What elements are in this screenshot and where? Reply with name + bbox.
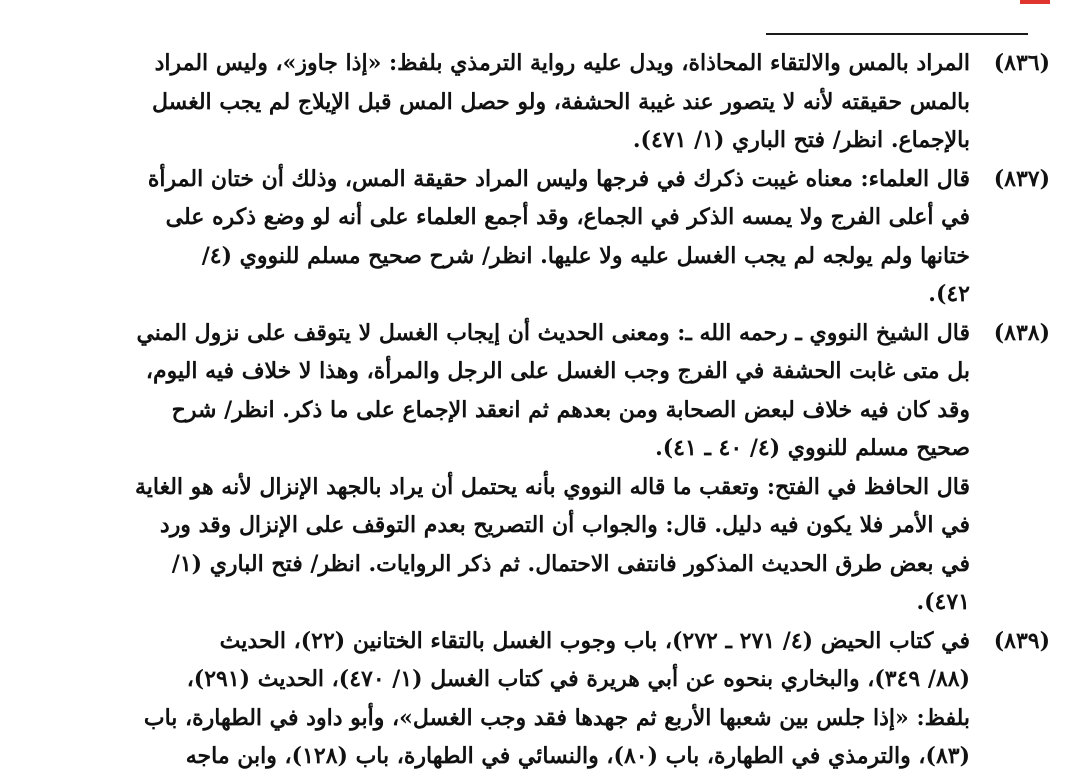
text-line: قال الشيخ النووي ـ رحمه الله ـ: ومعنى الحديث أن إيجاب الغسل لا يتوقف على نزول المني [136,319,970,346]
footnote-text [60,622,970,776]
footnote-text [60,160,970,314]
text-line: قال العلماء: معناه غيبت ذكرك في فرجها وليس المراد حقيقة المس، وذلك أن ختان المرأة [147,165,970,192]
page-corner-mark [1020,0,1050,4]
footnote-text [60,314,970,468]
text-line: وقد كان فيه خلاف لبعض الصحابة ومن بعدهم ثم انعقد الإجماع على ما ذكر. انظر/ شرح [171,396,970,423]
text-line: (٨٨/ ٣٤٩)، والبخاري بنحوه عن أبي هريرة في كتاب الغسل (١/ ٤٧٠)، الحديث (٢٩١)، [186,666,970,692]
text-line: في أعلى الفرج ولا يمسه الذكر في الجماع، وقد أجمع العلماء على أنه لو وضع ذكره على [165,204,970,230]
text-line: بل متى غابت الحشفة في الفرج وجب الغسل على الرجل والمرأة، وهذا لا خلاف فيه اليوم، [145,358,970,384]
footnote-number: (٨٣٨) [993,319,1050,346]
footnote-839 [60,622,1050,776]
text-line: بالمس حقيقته لأنه لا يتصور عند غيبة الحشفة، ولو حصل المس قبل الإيلاج لم يجب الغسل [151,88,970,115]
text-line: في كتاب الحيض (٤/ ٢٧١ ـ ٢٧٢)، باب وجوب الغسل بالتقاء الختانين (٢٢)، الحديث [219,627,970,654]
footnote-number: (٨٣٦) [993,50,1050,76]
text-line: بلفظ: «إذا جلس بين شعبها الأربع ثم جهدها فقد وجب الغسل»، وأبو داود في الطهارة، باب [143,704,970,731]
footnote-number: (٨٣٩) [993,627,1050,654]
footnote-text [60,468,970,622]
text-line: ٤٧١). [916,589,970,615]
text-line: بالإجماع. انظر/ فتح الباري (١/ ٤٧١). [632,127,970,153]
footnote-838-continuation [60,468,1050,622]
text-line: في بعض طرق الحديث المذكور فانتفى الاحتمال. ثم ذكر الروايات. انظر/ فتح الباري (١/ [171,550,970,577]
text-line: في الأمر فلا يكون فيه دليل. قال: والجواب أن التصريح بعدم التوقف على الإنزال وقد ورد [159,512,970,538]
footnote-836 [60,44,1050,160]
footnote-text [60,44,970,160]
footnote-838 [60,314,1050,468]
footnote-837 [60,160,1050,314]
text-line: ٤٢). [928,281,970,307]
text-line: (٨٣)، والترمذي في الطهارة، باب (٨٠)، والنسائي في الطهارة، باب (١٢٨)، وابن ماجه [185,743,970,769]
footnote-number: (٨٣٧) [993,165,1050,192]
text-line: قال الحافظ في الفتح: وتعقب ما قاله النووي بأنه يحتمل أن يراد بالجهد الإنزال لأنه هو الغاية [134,473,970,500]
footnotes-section [60,44,1050,776]
text-line: ختانها ولم يولجه لم يجب الغسل عليه ولا عليها. انظر/ شرح صحيح مسلم للنووي (٤/ [201,242,970,269]
text-line: صحيح مسلم للنووي (٤/ ٤٠ ـ ٤١). [655,435,970,461]
text-line: المراد بالمس والالتقاء المحاذاة، ويدل عليه رواية الترمذي بلفظ: «إذا جاوز»، وليس المراد [154,50,970,76]
footnote-separator-rule [766,33,1028,35]
